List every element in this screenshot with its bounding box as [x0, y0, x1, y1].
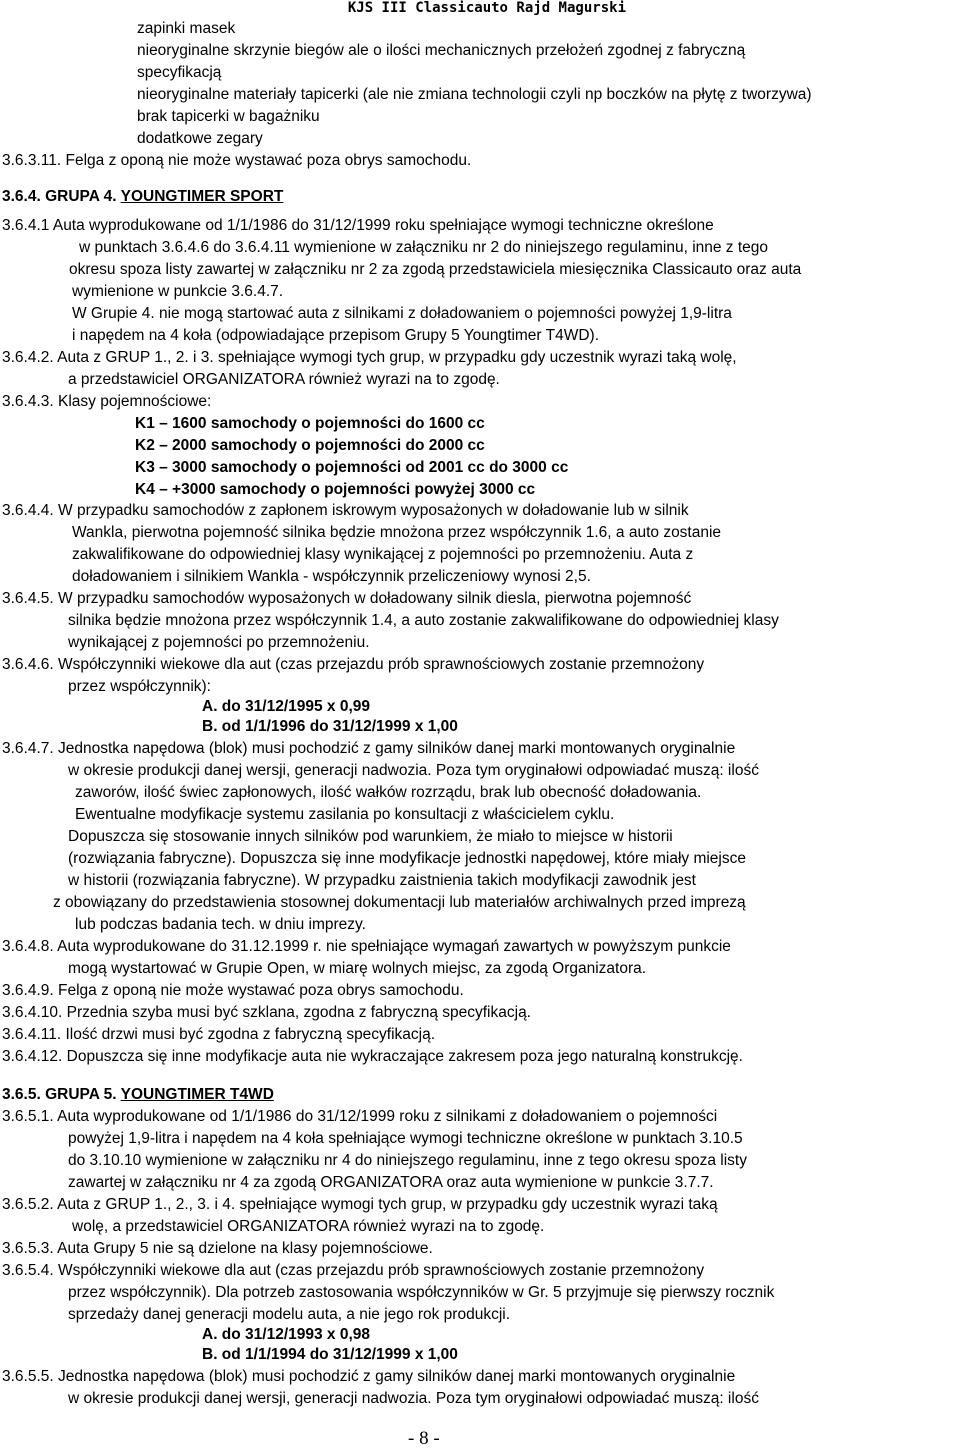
line-text: wymienione w punkcie 3.6.4.7.	[72, 283, 284, 300]
line-text: wolę, a przedstawiciel ORGANIZATORA również wyrazi na to zgodę.	[72, 1218, 545, 1235]
text-line	[68, 1390, 759, 1408]
text-line	[2, 502, 689, 520]
section-title-underlined: YOUNGTIMER T4WD	[120, 1086, 274, 1103]
text-line	[68, 1284, 774, 1302]
text-line	[135, 459, 568, 477]
line-text: powyżej 1,9-litra i napędem na 4 koła spełniające wymogi techniczne określone w punktach 3.10.5	[68, 1130, 743, 1147]
text-line	[137, 42, 745, 60]
line-text: i napędem na 4 koła (odpowiadające przepisom Grupy 5 Youngtimer T4WD).	[72, 327, 599, 344]
section-title-underlined: YOUNGTIMER SPORT	[120, 188, 284, 205]
page-number: - 8 -	[408, 1428, 440, 1449]
text-line	[2, 1368, 735, 1386]
line-text: brak tapicerki w bagażniku	[137, 108, 320, 125]
line-text: Ewentualne modyfikacje systemu zasilania po konsultacji z właścicielem cyklu.	[75, 806, 615, 823]
text-line	[2, 1196, 718, 1214]
text-line	[2, 349, 737, 367]
text-line	[2, 1026, 435, 1044]
text-line	[2, 1262, 704, 1280]
text-line	[68, 612, 779, 630]
text-line	[72, 568, 591, 586]
text-line	[202, 1326, 370, 1344]
text-line	[202, 1346, 458, 1364]
text-line	[2, 1048, 743, 1066]
line-text: 3.6.3.11. Felga z oponą nie może wystawać poza obrys samochodu.	[2, 152, 472, 169]
line-text: 3.6.5.3. Auta Grupy 5 nie są dzielone na klasy pojemnościowe.	[2, 1240, 433, 1257]
line-text: 3.6.4.12. Dopuszcza się inne modyfikacje auta nie wykraczające zakresem poza jego naturalną konstrukcję.	[2, 1048, 743, 1065]
line-text: B. od 1/1/1994 do 31/12/1999 x 1,00	[202, 1346, 458, 1363]
line-text: wynikającej z pojemności po przemnożeniu.	[68, 634, 370, 651]
text-line	[72, 524, 721, 542]
line-text: 3.6.5.2. Auta z GRUP 1., 2., 3. i 4. spełniające wymogi tych grup, w przypadku gdy uczestnik wyrazi taką	[2, 1196, 718, 1213]
text-line	[79, 239, 768, 257]
text-line	[135, 481, 535, 499]
text-line	[72, 327, 599, 345]
line-text: mogą wystartować w Grupie Open, w miarę wolnych miejsc, za zgodą Organizatora.	[68, 960, 647, 977]
text-line	[72, 305, 732, 323]
text-line	[137, 64, 221, 82]
text-line	[68, 371, 500, 389]
line-text: 3.6.4.4. W przypadku samochodów z zapłonem iskrowym wyposażonych w doładowanie lub w silnik	[2, 502, 689, 519]
text-line	[137, 20, 235, 38]
line-text: 3.6.5.1. Auta wyprodukowane od 1/1/1986 do 31/12/1999 roku z silnikami z doładowaniem o pojemności	[2, 1108, 718, 1125]
line-text: W Grupie 4. nie mogą startować auta z silnikami z doładowaniem o pojemności powyżej 1,9-litra	[72, 305, 732, 322]
line-text: K4 – +3000 samochody o pojemności powyżej 3000 cc	[135, 481, 536, 498]
text-line	[135, 437, 485, 455]
text-line	[68, 1174, 714, 1192]
line-text: z obowiązany do przedstawienia stosownej dokumentacji lub materiałów archiwalnych przed imprezą	[53, 894, 746, 911]
text-line	[2, 938, 731, 956]
line-text: 3.6.4.5. W przypadku samochodów wyposażonych w doładowany silnik diesla, pierwotna pojemność	[2, 590, 692, 607]
text-line	[75, 916, 366, 934]
line-text: Wankla, pierwotna pojemność silnika będzie mnożona przez współczynnik 1.6, a auto zostanie	[72, 524, 722, 541]
line-text: A. do 31/12/1995 x 0,99	[202, 698, 371, 715]
text-line	[2, 1086, 274, 1104]
line-text: B. od 1/1/1996 do 31/12/1999 x 1,00	[202, 718, 458, 735]
line-text: nieoryginalne skrzynie biegów ale o ilości mechanicznych przełożeń zgodnej z fabryczną	[137, 42, 746, 59]
text-line	[202, 698, 370, 716]
line-text: 3.6.4.11. Ilość drzwi musi być zgodna z fabryczną specyfikacją.	[2, 1026, 436, 1043]
line-text: 3.6.5. GRUPA 5.	[2, 1086, 121, 1103]
text-line	[68, 678, 211, 696]
running-header: KJS III Classicauto Rajd Magurski	[347, 0, 626, 16]
line-text: przez współczynnik):	[68, 678, 211, 695]
line-text: doładowaniem i silnikiem Wankla - współczynnik przeliczeniowy wynosi 2,5.	[72, 568, 591, 585]
text-line	[2, 1108, 717, 1126]
line-text: 3.6.5.4. Współczynniki wiekowe dla aut (czas przejazdu prób sprawnościowych zostanie przemnożony	[2, 1262, 705, 1279]
line-text: K2 – 2000 samochody o pojemności do 2000 cc	[135, 437, 485, 454]
text-line	[68, 960, 646, 978]
text-line	[137, 86, 812, 104]
text-line	[2, 188, 283, 206]
text-line	[135, 415, 485, 433]
line-text: silnika będzie mnożona przez współczynnik 1.4, a auto zostanie zakwalifikowane do odpowiedniej klasy	[68, 612, 779, 629]
line-text: sprzedaży danej generacji modelu auta, a nie jego rok produkcji.	[68, 1306, 511, 1323]
text-line	[202, 718, 458, 736]
text-line	[68, 828, 673, 846]
text-line	[2, 982, 464, 1000]
line-text: Dopuszcza się stosowanie innych silników pod warunkiem, że miało to miejsce w historii	[68, 828, 673, 845]
line-text: 3.6.4.6. Współczynniki wiekowe dla aut (czas przejazdu prób sprawnościowych zostanie przemnożony	[2, 656, 705, 673]
text-line	[68, 1152, 747, 1170]
text-line	[68, 1306, 510, 1324]
text-line	[68, 872, 696, 890]
line-text: do 3.10.10 wymienione w załączniku nr 4 do niniejszego regulaminu, inne z tego okresu spoza listy	[68, 1152, 747, 1169]
line-text: 3.6.4.3. Klasy pojemnościowe:	[2, 393, 212, 410]
text-line	[137, 108, 320, 126]
text-line	[2, 217, 714, 235]
line-text: w punktach 3.6.4.6 do 3.6.4.11 wymienione w załączniku nr 2 do niniejszego regulaminu, inne z tego	[79, 239, 769, 256]
line-text: 3.6.4.1 Auta wyprodukowane od 1/1/1986 do 31/12/1999 roku spełniające wymogi techniczne określone	[2, 217, 714, 234]
line-text: A. do 31/12/1993 x 0,98	[202, 1326, 371, 1343]
text-line	[72, 546, 693, 564]
line-text: 3.6.4.2. Auta z GRUP 1., 2. i 3. spełniające wymogi tych grup, w przypadku gdy uczestnik wyrazi taką wolę,	[2, 349, 737, 366]
text-line	[69, 261, 801, 279]
text-line	[2, 1004, 531, 1022]
text-line	[137, 130, 263, 148]
text-line	[2, 393, 211, 411]
line-text: 3.6.4.10. Przednia szyba musi być szklana, zgodna z fabryczną specyfikacją.	[2, 1004, 531, 1021]
line-text: a przedstawiciel ORGANIZATORA również wyrazi na to zgodę.	[68, 371, 500, 388]
text-line	[2, 656, 704, 674]
line-text: 3.6.4. GRUPA 4.	[2, 188, 121, 205]
text-line	[2, 152, 471, 170]
line-text: dodatkowe zegary	[137, 130, 263, 147]
line-text: 3.6.4.7. Jednostka napędowa (blok) musi pochodzić z gamy silników danej marki montowanych oryginalnie	[2, 740, 736, 757]
line-text: okresu spoza listy zawartej w załączniku nr 2 za zgodą przedstawiciela miesięcznika Classicauto oraz auta	[69, 261, 802, 278]
text-line	[75, 806, 614, 824]
line-text: w okresie produkcji danej wersji, generacji nadwozia. Poza tym oryginałowi odpowiadać muszą: ilość	[68, 1390, 759, 1407]
line-text: 3.6.4.8. Auta wyprodukowane do 31.12.1999 r. nie spełniające wymagań zawartych w powyższym punkcie	[2, 938, 731, 955]
line-text: przez współczynnik). Dla potrzeb zastosowania współczynników w Gr. 5 przyjmuje się pierwszy rocznik	[68, 1284, 775, 1301]
line-text: K3 – 3000 samochody o pojemności od 2001 cc do 3000 cc	[135, 459, 569, 476]
line-text: nieoryginalne materiały tapicerki (ale nie zmiana technologii czyli np boczków na płytę z tworzywa)	[137, 86, 812, 103]
line-text: K1 – 1600 samochody o pojemności do 1600 cc	[135, 415, 485, 432]
line-text: zawartej w załączniku nr 4 za zgodą ORGANIZATORA oraz auta wymienione w punkcie 3.7.7.	[68, 1174, 714, 1191]
text-line	[68, 762, 759, 780]
line-text: zapinki masek	[137, 20, 236, 37]
text-line	[68, 1130, 743, 1148]
line-text: w historii (rozwiązania fabryczne). W przypadku zaistnienia takich modyfikacji zawodnik jest	[68, 872, 696, 889]
line-text: specyfikacją	[137, 64, 222, 81]
text-line	[68, 634, 370, 652]
text-line	[2, 740, 735, 758]
line-text: 3.6.4.9. Felga z oponą nie może wystawać poza obrys samochodu.	[2, 982, 464, 999]
line-text: lub podczas badania tech. w dniu imprezy.	[75, 916, 366, 933]
text-line	[68, 850, 746, 868]
text-line	[75, 784, 701, 802]
line-text: 3.6.5.5. Jednostka napędowa (blok) musi pochodzić z gamy silników danej marki montowanych oryginalnie	[2, 1368, 736, 1385]
text-line	[72, 283, 283, 301]
line-text: (rozwiązania fabryczne). Dopuszcza się inne modyfikacje jednostki napędowej, które miały miejsce	[68, 850, 746, 867]
line-text: w okresie produkcji danej wersji, generacji nadwozia. Poza tym oryginałowi odpowiadać muszą: ilość	[68, 762, 759, 779]
text-line	[2, 1240, 433, 1258]
line-text: zakwalifikowane do odpowiedniej klasy wynikającej z pojemności po przemnożeniu. Auta z	[72, 546, 694, 563]
text-line	[53, 894, 746, 912]
text-line	[2, 590, 691, 608]
text-line	[72, 1218, 544, 1236]
line-text: zaworów, ilość świec zapłonowych, ilość wałków rozrządu, brak lub obecność doładowania.	[75, 784, 702, 801]
